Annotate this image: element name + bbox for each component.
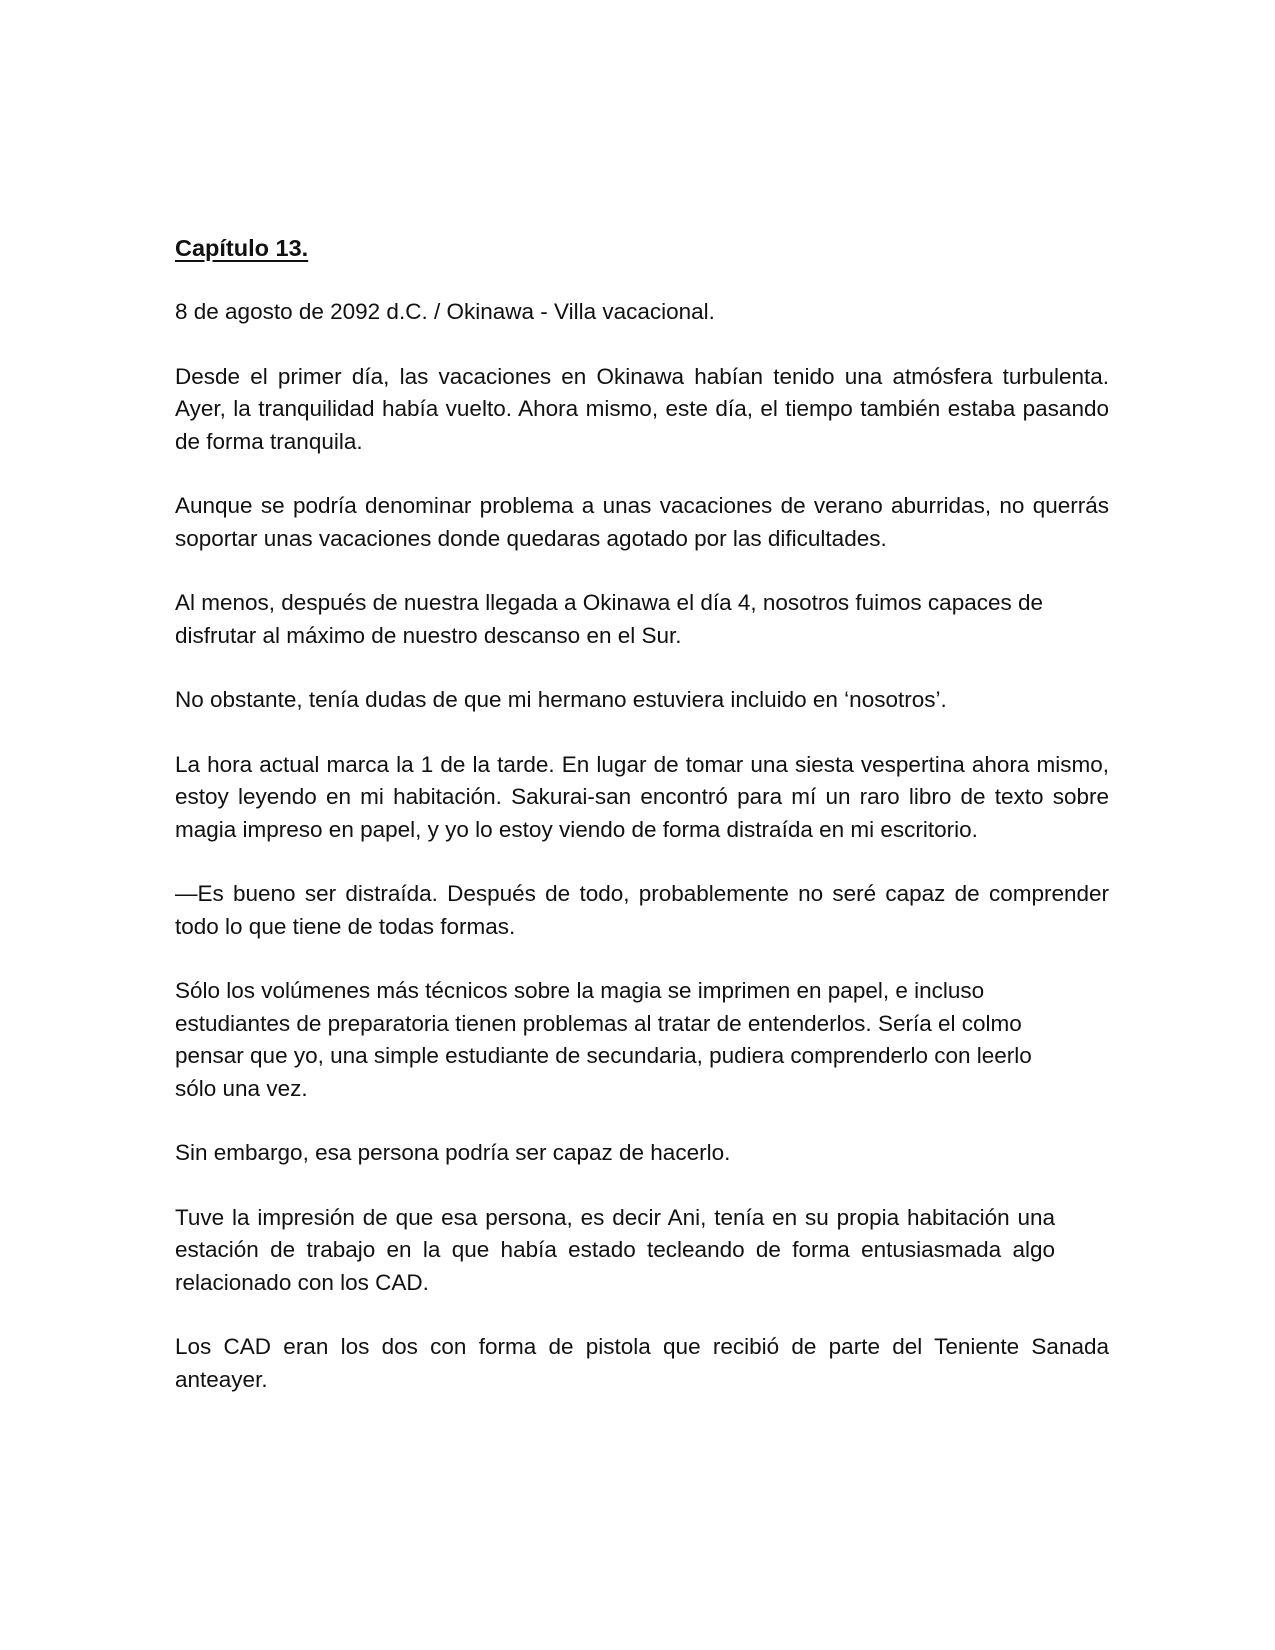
paragraph: Los CAD eran los dos con forma de pistola que recibió de parte del Teniente Sanada anteayer.	[175, 1334, 1109, 1392]
paragraph: Al menos, después de nuestra llegada a Okinawa el día 4, nosotros fuimos capaces de disfrutar al máximo de nuestro descanso en el Sur.	[175, 590, 1044, 648]
paragraph: Aunque se podría denominar problema a unas vacaciones de verano aburridas, no querrás soportar unas vacaciones donde quedaras agotado por las dificultades.	[175, 493, 1109, 551]
dateline: 8 de agosto de 2092 d.C. / Okinawa - Villa vacacional.	[175, 299, 715, 324]
paragraph: La hora actual marca la 1 de la tarde. En lugar de tomar una siesta vespertina ahora mismo, estoy leyendo en mi habitación. Sakurai-san encontró para mí un raro libro de texto sobre magia impreso en papel, y yo lo estoy viendo de forma distraída en mi escritorio.	[175, 751, 1109, 842]
paragraph: Tuve la impresión de que esa persona, es decir Ani, tenía en su propia habitación una estación de trabajo en la que había estado tecleando de forma entusiasmada algo relacionado con los CAD.	[175, 1204, 1055, 1295]
chapter-title: Capítulo 13.	[175, 235, 309, 261]
paragraph: —Es bueno ser distraída. Después de todo, probablemente no seré capaz de comprender todo lo que tiene de todas formas.	[175, 881, 1109, 939]
paragraph: Sólo los volúmenes más técnicos sobre la magia se imprimen en papel, e incluso estudiantes de preparatoria tienen problemas al tratar de entenderlos. Sería el colmo pensar que yo, una simple estudiante de secundaria, pudiera comprenderlo con leerlo sólo una vez.	[175, 978, 1032, 1101]
paragraph: No obstante, tenía dudas de que mi hermano estuviera incluido en ‘nosotros’.	[175, 687, 947, 712]
paragraph: Sin embargo, esa persona podría ser capaz de hacerlo.	[175, 1140, 731, 1165]
document-page	[175, 232, 1109, 1428]
paragraph: Desde el primer día, las vacaciones en Okinawa habían tenido una atmósfera turbulenta. Ayer, la tranquilidad había vuelto. Ahora mismo, este día, el tiempo también estaba pasando de forma tranquila.	[175, 363, 1109, 454]
